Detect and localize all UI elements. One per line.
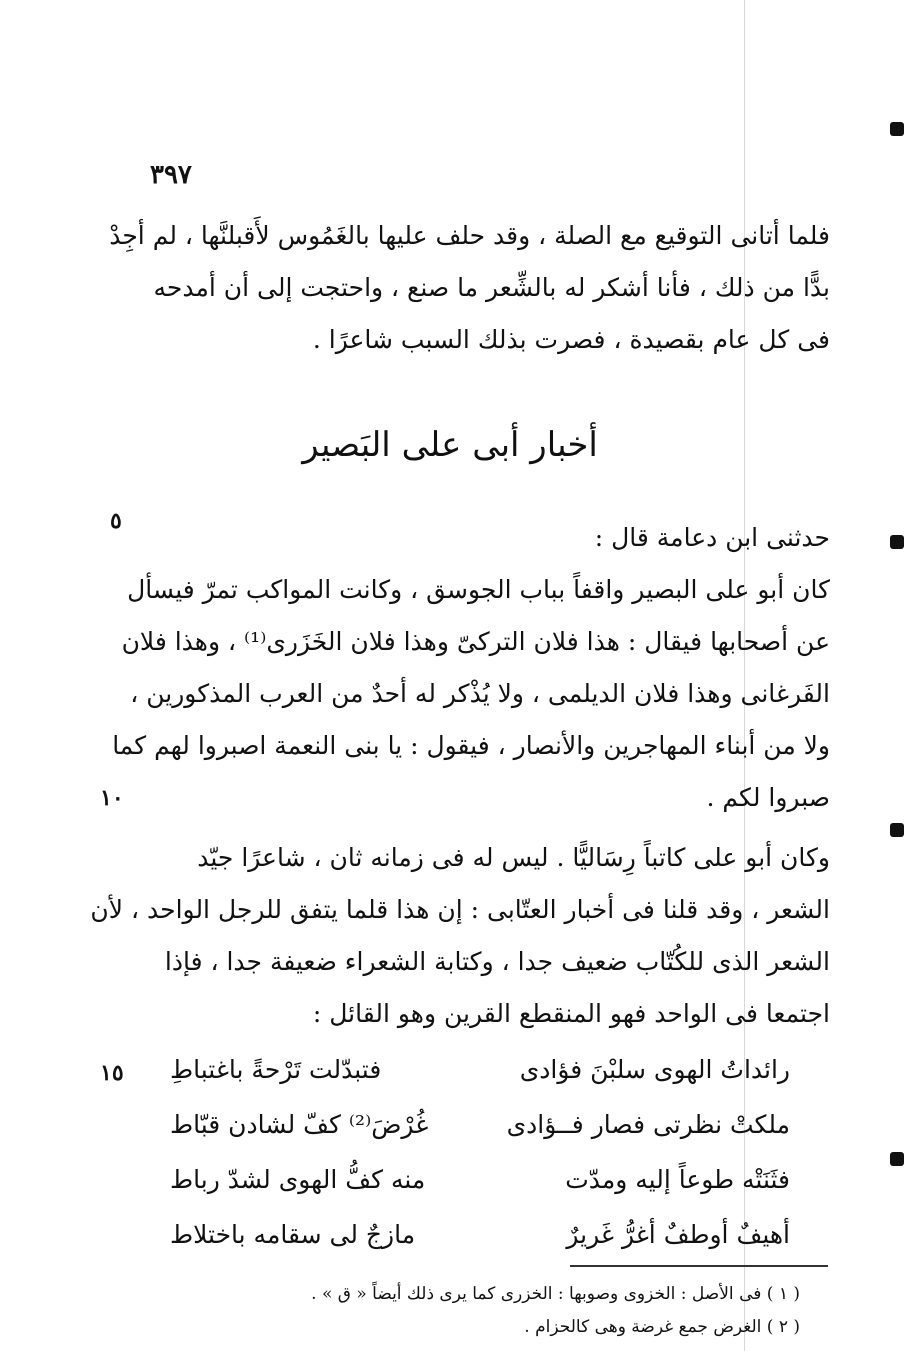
text-line: فلما أتانى التوقيع مع الصلة ، وقد حلف عليها بالغَمُوس لأَقبلنَّها ، لم أجِدْ — [109, 221, 830, 250]
text-line: اجتمعا فى الواحد فهو المنقطع القرين وهو القائل : — [312, 999, 830, 1028]
text-line: عن أصحابها فيقال : هذا فلان التركىّ وهذا فلان الخَزَرى⁽¹⁾ ، وهذا فلان — [121, 627, 830, 656]
poem-verses — [170, 1055, 790, 1275]
scan-edge-mark — [890, 1152, 904, 1166]
verse-second-hemistich: غُرْضَ⁽²⁾ كفّ لشادن قبّاط — [170, 1110, 429, 1139]
paragraph-intro — [109, 210, 830, 366]
text-line: وكان أبو على كاتباً رِسَاليًّا . ليس له فى زمانه ثان ، شاعرًا جيّد — [197, 843, 830, 872]
verse-second-hemistich: مازجٌ لى سقامه باختلاط — [170, 1220, 416, 1249]
text-line: صبروا لكم . — [706, 783, 830, 812]
scan-edge-mark — [890, 535, 904, 549]
line-number-5: ٥ — [110, 508, 122, 534]
verse-second-hemistich: منه كفُّ الهوى لشدّ رباط — [170, 1165, 426, 1194]
text-line: الفَرغانى وهذا فلان الديلمى ، ولا يُذْكر له أحدٌ من العرب المذكورين ، — [130, 679, 830, 708]
text-line: فى كل عام بقصيدة ، فصرت بذلك السبب شاعرًا . — [312, 325, 830, 354]
paragraph-poet — [90, 832, 830, 1040]
text-line: ولا من أبناء المهاجرين والأنصار ، فيقول : يا بنى النعمة اصبروا لهم كما — [112, 731, 830, 760]
footnote-divider — [570, 1265, 828, 1267]
scan-edge-mark — [890, 823, 904, 837]
verse-second-hemistich: فتبدّلت تَرْحةً باغتباطِ — [170, 1055, 382, 1084]
footnotes — [280, 1278, 800, 1344]
verse-first-hemistich: أهيفٌ أوطفٌ أغرُّ غَريرٌ — [566, 1220, 790, 1249]
section-heading: أخبار أبى على البَصير — [302, 425, 598, 465]
verse — [170, 1110, 790, 1165]
text-line: كان أبو على البصير واقفاً بباب الجوسق ، وكانت المواكب تمرّ فيسأل — [127, 575, 830, 604]
verse — [170, 1055, 790, 1110]
text-line: بدًّا من ذلك ، فأنا أشكر له بالشِّعر ما صنع ، واحتجت إلى أن أمدحه — [153, 273, 830, 302]
footnote-1: ( ١ ) فى الأصل : الخزوى وصوبها : الخزرى كما يرى ذلك أيضاً « ق » . — [311, 1284, 800, 1304]
verse-first-hemistich: رائداتُ الهوى سلبْنَ فؤادى — [519, 1055, 790, 1084]
page-number: ٣٩٧ — [150, 160, 192, 190]
footnote-2: ( ٢ ) الغرض جمع غرضة وهى كالحزام . — [524, 1317, 800, 1337]
verse-first-hemistich: ملكتْ نظرتى فصار فــؤادى — [506, 1110, 790, 1139]
verse-first-hemistich: فثَنَتْه طوعاً إليه ومدّت — [565, 1165, 790, 1194]
line-number-15: ١٥ — [100, 1060, 124, 1086]
scan-edge-mark — [890, 122, 904, 136]
text-line: الشعر الذى للكُتّاب ضعيف جدا ، وكتابة الشعراء ضعيفة جدا ، فإذا — [164, 947, 830, 976]
line-number-10: ١٠ — [100, 785, 124, 811]
text-line: الشعر ، وقد قلنا فى أخبار العتّابى : إن هذا قلما يتفق للرجل الواحد ، لأن — [90, 895, 830, 924]
text-line: حدثنى ابن دعامة قال : — [594, 523, 830, 552]
verse — [170, 1165, 790, 1220]
